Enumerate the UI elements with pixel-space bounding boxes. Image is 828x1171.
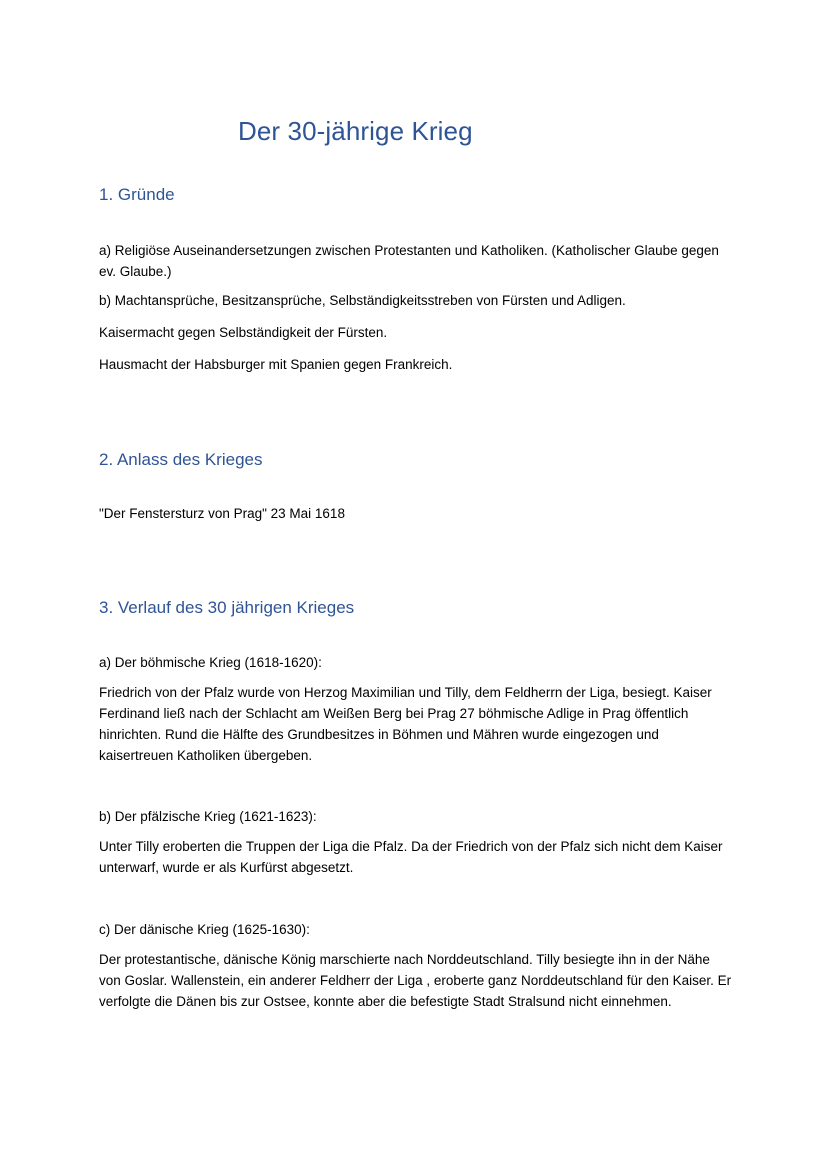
verlauf-subheading-boehmisch: a) Der böhmische Krieg (1618-1620): <box>99 655 322 670</box>
document-title: Der 30-jährige Krieg <box>238 116 473 146</box>
anlass-text: "Der Fenstersturz von Prag" 23 Mai 1618 <box>99 506 345 521</box>
gruende-item-d: Hausmacht der Habsburger mit Spanien gegen Frankreich. <box>99 357 453 372</box>
verlauf-subheading-daenisch: c) Der dänische Krieg (1625-1630): <box>99 922 310 937</box>
gruende-item-c: Kaisermacht gegen Selbständigkeit der Fürsten. <box>99 325 388 340</box>
verlauf-text-pfaelzisch: Unter Tilly eroberten die Truppen der Liga die Pfalz. Da der Friedrich von der Pfalz sich nicht dem Kaiser unterwarf, wurde er als Kurfürst abgesetzt. <box>99 839 723 875</box>
heading-gruende: 1. Gründe <box>99 185 175 204</box>
gruende-item-b: b) Machtansprüche, Besitzansprüche, Selbständigkeitsstreben von Fürsten und Adligen. <box>99 293 626 308</box>
heading-verlauf: 3. Verlauf des 30 jährigen Krieges <box>99 598 355 617</box>
gruende-item-a: a) Religiöse Auseinandersetzungen zwischen Protestanten und Katholiken. (Katholischer Glaube gegen ev. Glaube.) <box>99 243 719 279</box>
verlauf-subheading-pfaelzisch: b) Der pfälzische Krieg (1621-1623): <box>99 809 317 824</box>
heading-anlass: 2. Anlass des Krieges <box>99 450 263 469</box>
verlauf-text-daenisch: Der protestantische, dänische König marschierte nach Norddeutschland. Tilly besiegte ihn in der Nähe von Goslar. Wallenstein, ein anderer Feldherr der Liga , eroberte ganz Norddeutschland für den Kaiser. Er verfolgte die Dänen bis zur Ostsee, konnte aber die befestigte Stadt Stralsund nicht einnehmen. <box>99 952 732 1009</box>
verlauf-text-boehmisch: Friedrich von der Pfalz wurde von Herzog Maximilian und Tilly, dem Feldherrn der Liga, besiegt. Kaiser Ferdinand ließ nach der Schlacht am Weißen Berg bei Prag 27 böhmische Adlige in Prag öffentlich hinrichten. Rund die Hälfte des Grundbesitzes in Böhmen und Mähren wurde eingezogen und kaisertreuen Katholiken übergeben. <box>99 685 712 763</box>
